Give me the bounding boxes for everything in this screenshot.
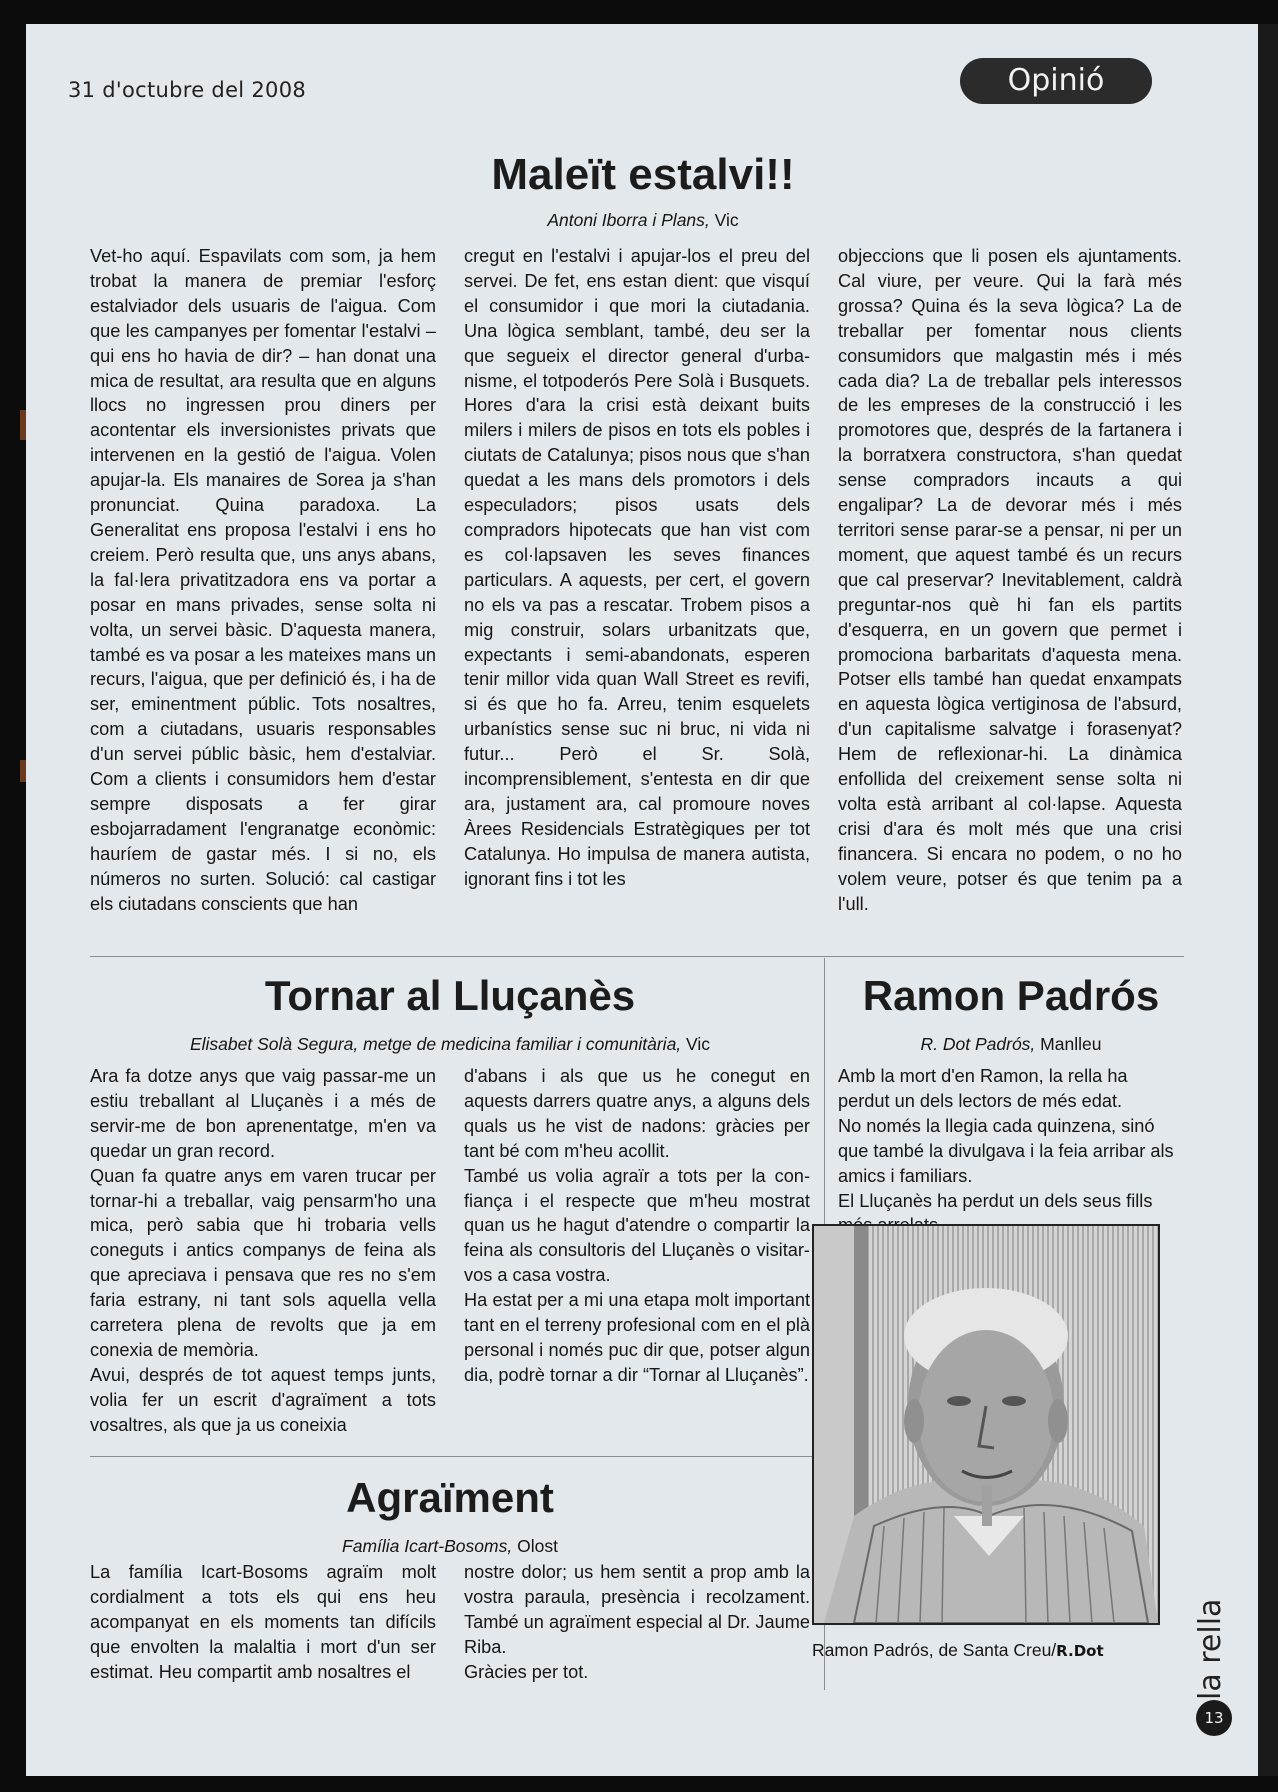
article-paragraph: La família Icart-Bosoms agraïm molt cordialment a tots els qui ens heu acompanyat en els moments tan difícils que envolten la malaltia i mort d'un ser estimat. Heu compartit amb nosaltres el	[90, 1562, 436, 1682]
brand-logo	[1170, 1590, 1250, 1710]
author-place: Vic	[686, 1034, 711, 1054]
article-title: Maleït estalvi!!	[491, 150, 795, 199]
article-paragraph: El Lluçanès ha perdut un dels seus fills	[838, 1190, 1153, 1211]
paper-tear-mark	[20, 760, 26, 782]
article-paragraph: objeccions que li posen els ajuntaments. Cal viure, per veure. Qui la farà més grossa? Quina és la seva lògica? La de treballar per fomentar nous clients consumidors que malgastin més i més cada dia? La de treballar pels interessos de les empreses de la construcció i les promotores que, després de la fartanera i la borratxera constructora, s'han quedat sense compradors incauts a qui engalipar? La de devorar més i més territori sense parar-se a pensar, ni per un moment, que aquest també és un recurs que cal preservar? Inevitablement, caldrà preguntar-nos què hi fan els partits d'esquerra, en un govern que permet i promociona barbaritats d'aquesta mena. Potser ells també han quedat enxampats en aquesta lògica vertiginosa de l'absurd, d'un capitalisme salvatge i forasenyat? Hem de reflexionar-hi. La dinàmica enfollida del creixement sense solta ni volta està arribant al col·lapse. Aquesta crisi d'ara és molt més que una crisi financera. Si encara no podem, o no ho volem veure, potser és que tenim pa a l'ull.	[838, 246, 1182, 914]
article-paragraph: També us volia agraïr a tots per la confiança i el respecte que m'heu mostrat quan us he hagut d'atendre o compartir la feina als consultoris del Lluçanès o visitar-vos a casa vostra.	[464, 1165, 810, 1286]
article-paragraph: No només la llegia cada quinzena, sinó que també la divulgava i la feia arribar als amics i familiars.	[838, 1115, 1174, 1186]
article-title: Agraïment	[346, 1474, 554, 1521]
article-paragraph: Ha estat per a mi una etapa molt important tant en el terreny profesional com en el plà personal i només puc dir que, potser algun dia, podrè tornar a dir “Tornar al Lluçanès”.	[464, 1290, 810, 1385]
author-name: R. Dot Padrós,	[920, 1034, 1036, 1054]
portrait-photo	[812, 1224, 1160, 1625]
article-column	[838, 1064, 1184, 1238]
article-column	[90, 1560, 436, 1685]
brand-name: la rella	[1193, 1598, 1228, 1700]
divider	[90, 1456, 814, 1457]
author-place: Vic	[714, 210, 739, 230]
article-paragraph: d'abans i als que us he conegut en aquests darrers quatre anys, a alguns dels quals us he vist de nadons: gràcies per tant bé com m'heu acollit.	[464, 1066, 810, 1161]
article-paragraph: Vet-ho aquí. Espavilats com som, ja hem trobat la manera de premiar l'esforç estalviador dels usuaris de l'aigua. Com que les campanyes per fomentar l'estalvi – qui ens ho havia de dir? – han donat una mica de resultat, ara resulta que en alguns llocs no ingressen prou diners per acontentar els inversionistes privats que intervenen en la gestió de l'aigua. Volen apujar-la. Els manaires de Sorea ja s'han pronunciat. Quina paradoxa. La Generalitat ens proposa l'estalvi i ens ho creiem. Però resulta que, uns anys abans, la fal·lera privatitzadora ens va portar a posar en mans privades, sense solta ni volta, un servei bàsic. D'aquesta manera, també es va posar a les mateixes mans un recurs, l'aigua, que per definició és, i ha de ser, eminentment públic. Tots nosaltres, com a ciutadans, usuaris responsables d'un servei públic bàsic, hem d'estalviar. Com a clients i consumidors hem d'estar sempre disposats a fer girar esbojarradament l'engranatge econòmic: hauríem de gastar més. I si no, els números no surten. Solució: cal castigar els ciutadans conscients que han	[90, 246, 436, 914]
author-name: Antoni Iborra i Plans,	[547, 210, 710, 230]
portrait-illustration	[814, 1226, 1158, 1623]
caption-text: Ramon Padrós, de Santa Creu/	[812, 1640, 1057, 1660]
article-column	[90, 244, 436, 916]
article-byline	[0, 210, 1278, 231]
article-byline	[90, 1536, 810, 1557]
article-byline	[838, 1034, 1184, 1055]
photo-caption	[812, 1640, 1104, 1661]
author-name: Família Icart-Bosoms,	[342, 1536, 513, 1556]
article-paragraph: Avui, després de tot aquest temps junts, volia fer un escrit d'agraïment a tots vosaltres, als que ja us coneixia	[90, 1364, 436, 1435]
article-paragraph: Ara fa dotze anys que vaig passar-me un estiu treballant al Lluçanès i a més de servir-me de bon aprenentatge, m'en va quedar un gran record.	[90, 1066, 436, 1161]
photo-credit: R.Dot	[1056, 1642, 1104, 1660]
article-column	[90, 1064, 436, 1438]
article-title: Tornar al Lluçanès	[264, 972, 636, 1019]
page-edge	[1258, 24, 1278, 1776]
article-paragraph: Amb la mort d'en Ramon, la rella ha perdut un dels lectors de més edat.	[838, 1066, 1128, 1111]
article-paragraph: Quan fa quatre anys em varen trucar per tornar-hi a treballar, vaig pensarm'ho una mica, però sabia que hi trobaria vells coneguts i antics companys de feina als que apreciava i pensava que res no s'em faria estrany, ni tant sols aquella vella carretera plena de revolts que ja em conexia de memòria.	[90, 1165, 436, 1360]
page-number: 13	[1196, 1700, 1232, 1736]
author-place: Manlleu	[1040, 1034, 1102, 1054]
paper-tear-mark	[20, 410, 26, 440]
article-byline	[90, 1034, 810, 1055]
author-name: Elisabet Solà Segura, metge de medicina familiar i comunitària,	[189, 1034, 682, 1054]
author-place: Olost	[517, 1536, 558, 1556]
article-column	[464, 1560, 810, 1685]
article-title: Ramon Padrós	[862, 972, 1160, 1019]
article-paragraph: Gràcies per tot.	[464, 1661, 589, 1682]
article-paragraph: cregut en l'estalvi i apujar-los el preu del servei. De fet, ens estan dient: que visquí el consumidor i que mori la ciutadania. Una lògica semblant, també, deu ser la que segueix el director general d'urbanisme, el totpoderós Pere Solà i Busquets. Hores d'ara la crisi està deixant buits milers i milers de pisos en tots els pobles i ciutats de Catalunya; pisos nous que s'han quedat a les mans dels promotors i dels especuladors; pisos usats dels compradors hipotecats que han vist com es col·lapsaven les seves finances particulars. A aquests, per cert, el govern no els va pas a rescatar. Trobem pisos a mig construir, solars urbanitzats que, expectants i semi-abandonats, esperen tenir millor vida quan Wall Street es revifi, si és que ho fa. Arreu, tenim esquelets urbanístics sense suc ni bruc, ni vida ni futur... Però el Sr. Solà, incomprensiblement, s'entesta en dir que ara, justament ara, cal promoure noves Àrees Residencials Estratègiques per tot Catalunya. Ho impulsa de manera autista, ignorant fins i tot les	[464, 246, 810, 889]
article-column	[464, 1064, 810, 1388]
article-paragraph: nostre dolor; us hem sentit a prop amb la vostra paraula, presència i recolzament. També un agraïment especial al Dr. Jaume Riba.	[464, 1562, 810, 1657]
article-column	[838, 244, 1182, 916]
issue-date: 31 d'octubre del 2008	[68, 78, 307, 102]
section-badge: Opinió	[960, 58, 1152, 104]
divider	[90, 956, 1184, 957]
article-column	[464, 244, 810, 892]
